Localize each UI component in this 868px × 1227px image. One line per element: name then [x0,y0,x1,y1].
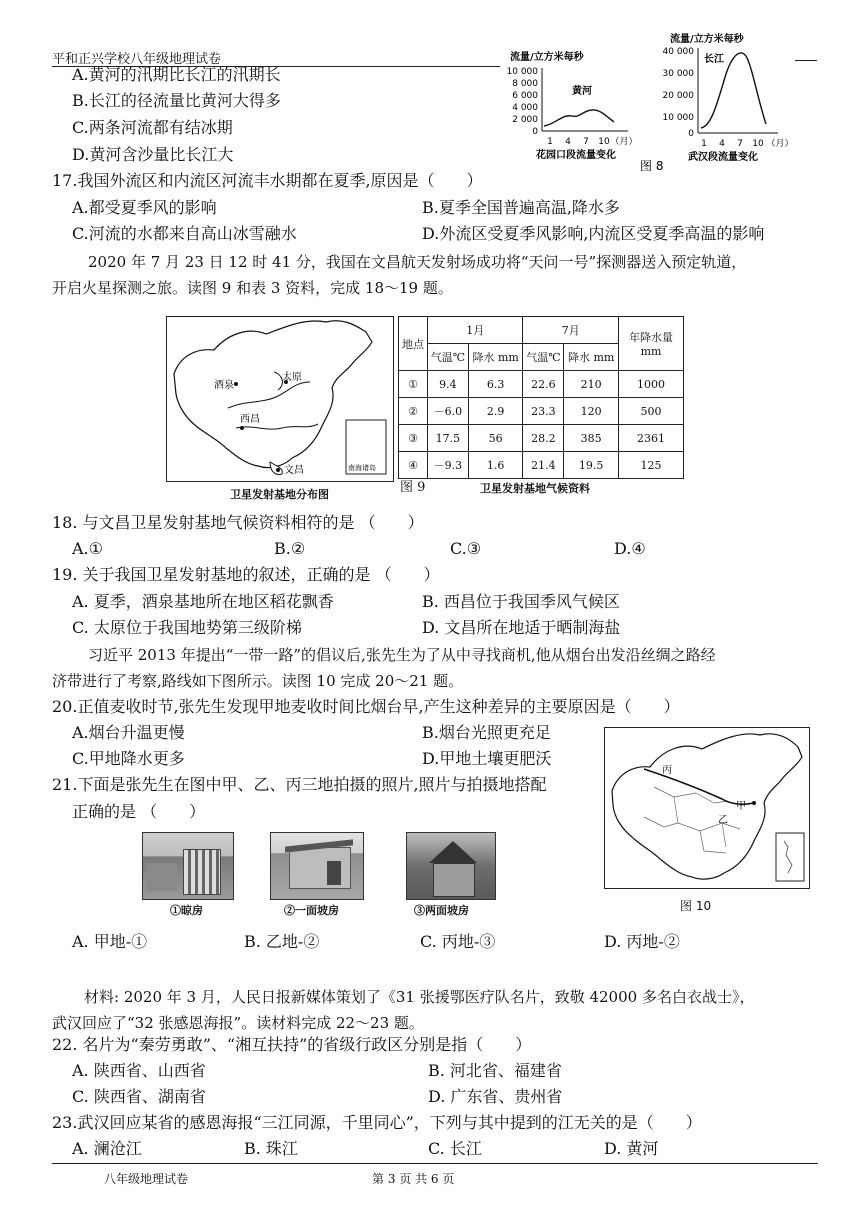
q23-option-d: D. 黄河 [604,1139,659,1158]
q20-option-d: D.甲地土壤更肥沃 [422,749,552,768]
fig8-right-ytick: 30 000 [662,69,694,79]
fig9-place-taiyuan: 太原 [282,372,302,383]
fig8-left-xtick: 4 [565,137,571,147]
q23-stem: 23.武汉回应某省的感恩海报“三江同源，千里同心”，下列与其中提到的江无关的是（ ） [52,1113,702,1132]
photo-one-slope-house [270,832,364,900]
table-row [399,371,684,398]
table-cell: 385 [564,425,619,452]
material-line1: 材料: 2020 年 3 月，人民日报新媒体策划了《31 张援鄂医疗队名片，致敬 42000 多名白衣战士》， [84,988,755,1006]
q16-option-d: D.黄河含沙量比长江大 [72,145,234,164]
fig8-right-xtick: 10 [752,139,764,149]
q19-option-a: A. 夏季，酒泉基地所在地区稻花飘香 [72,592,334,611]
q20-stem: 20.正值麦收时节,张先生发现甲地麦收时间比烟台早,产生这种差异的主要原因是（ ） [52,697,680,716]
fig10-inset [776,833,804,881]
fig10-place-bing: 丙 [662,765,672,776]
table-header: 7月 [523,317,619,344]
table-header: 1月 [428,317,523,344]
fig8-left-xtick: 1 [547,137,553,147]
fig8-left-ytick: 2 000 [512,115,538,125]
q17-option-d: D.外流区受夏季风影响,内流区受夏季高温的影响 [422,224,765,243]
fig9-inset-label: 南海诸岛 [348,464,376,472]
table-cell: －9.3 [428,452,469,479]
fig9-place-jiuquan: 酒泉 [214,380,234,391]
table-cell: 6.3 [468,371,523,398]
table-subheader: 气温℃ [523,344,564,371]
q17-option-b: B.夏季全国普遍高温,降水多 [422,198,620,217]
fig8-right-xtick: （月） [766,139,794,149]
footer-page: 第 3 页 共 6 页 [372,1172,455,1186]
table-cell: 9.4 [428,371,469,398]
figure-8 [500,30,830,178]
q21-option-a: A. 甲地-① [72,932,148,951]
fig9-climate-table [398,316,684,479]
table-subheader: 降水 mm [468,344,523,371]
photo-caption-3: ③两面坡房 [414,904,469,917]
q18-option-b: B.② [274,539,306,558]
fig10-label: 图 10 [680,899,712,913]
fig8-left-curve [544,110,614,126]
fig9-table-caption: 卫星发射基地气候资料 [480,482,590,495]
table-cell: ② [399,398,428,425]
q18-option-a: A.① [72,539,103,558]
material-line2: 武汉回应了“32 张感恩海报”。读材料完成 22～23 题。 [52,1014,424,1032]
fig8-left-ytick: 4 000 [512,103,538,113]
q18-stem: 18. 与文昌卫星发射基地气候资料相符的是 （ ） [52,513,424,532]
table-cell: ④ [399,452,428,479]
fig8-right-ytick: 20 000 [662,91,694,101]
fig9-map [166,316,394,482]
q19-option-c: C. 太原位于我国地势第三级阶梯 [72,618,302,637]
q22-option-b: B. 河北省、福建省 [428,1061,562,1080]
fig8-right-ytitle: 流量/立方米每秒 [670,34,744,45]
intro1-line2: 开启火星探测之旅。读图 9 和表 3 资料，完成 18～19 题。 [52,279,453,297]
fig8-left-ytick: 0 [532,127,538,137]
table-cell: ③ [399,425,428,452]
q19-stem: 19. 关于我国卫星发射基地的叙述，正确的是 （ ） [52,565,440,584]
table-cell: 28.2 [523,425,564,452]
q23-option-c: C. 长江 [428,1139,482,1158]
fig8-right-ytick: 0 [688,129,694,139]
table-cell: 125 [619,452,684,479]
table-cell: 21.4 [523,452,564,479]
q17-option-a: A.都受夏季风的影响 [72,198,217,217]
fig8-right-xtick: 1 [701,139,707,149]
table-cell: 23.3 [523,398,564,425]
table-cell: 19.5 [564,452,619,479]
fig8-left-ytick: 6 000 [512,91,538,101]
q22-option-d: D. 广东省、贵州省 [428,1087,563,1106]
fig10-map [604,727,810,889]
table-row [399,398,684,425]
intro1-line1: 2020 年 7 月 23 日 12 时 41 分，我国在文昌航天发射场成功将“天问一号”探测器送入预定轨道， [88,253,747,271]
fig9-place-wenchang: 文昌 [284,465,304,476]
fig8-right-xtick: 7 [737,139,743,149]
fig8-left-caption: 花园口段流量变化 [536,150,616,161]
table-cell: 500 [619,398,684,425]
photo-caption-2: ②一面坡房 [284,904,339,917]
table-cell: 210 [564,371,619,398]
table-cell: 22.6 [523,371,564,398]
table-cell: 2361 [619,425,684,452]
table-cell: 1000 [619,371,684,398]
table-cell: 120 [564,398,619,425]
fig9-place-xichang: 西昌 [240,414,260,425]
q23-option-a: A. 澜沧江 [72,1139,142,1158]
footer-rule [52,1163,818,1164]
footer-left: 八年级地理试卷 [104,1172,189,1186]
intro2-line2: 济带进行了考察,路线如下图所示。读图 10 完成 20～21 题。 [52,672,464,690]
q20-option-b: B.烟台光照更充足 [422,723,551,742]
fig8-left-ytick: 10 000 [506,67,538,77]
q16-option-c: C.两条河流都有结冰期 [72,118,233,137]
table-cell: ① [399,371,428,398]
table-row [399,425,684,452]
photo-two-slope-house [406,832,496,900]
fig10-place-jia: 甲 [736,801,746,812]
table-subheader: 降水 mm [564,344,619,371]
q16-option-b: B.长江的径流量比黄河大得多 [72,91,281,110]
table-cell: 2.9 [468,398,523,425]
fig8-right-ytick: 10 000 [662,113,694,123]
fig8-left-xtick: 10 [598,137,610,147]
fig8-label: 图 8 [640,159,664,173]
fig8-right-xtick: 4 [719,139,725,149]
q18-option-c: C.③ [450,539,482,558]
q22-stem: 22. 名片为“秦劳勇敢”、“湘互扶持”的省级行政区分别是指（ ） [52,1035,532,1054]
table-cell: 56 [468,425,523,452]
q22-option-a: A. 陕西省、山西省 [72,1061,206,1080]
q19-option-b: B. 西昌位于我国季风气候区 [422,592,620,611]
fig8-left-river: 黄河 [572,86,592,97]
q16-option-a: A.黄河的汛期比长江的汛期长 [72,65,281,84]
photo-caption-1: ①晾房 [170,904,203,917]
q21-line1: 21.下面是张先生在图中甲、乙、丙三地拍摄的照片,照片与拍摄地搭配 [52,775,547,794]
q18-option-d: D.④ [614,539,646,558]
q20-option-c: C.甲地降水更多 [72,749,185,768]
table-header: 地点 [399,317,428,371]
q17-option-c: C.河流的水都来自高山冰雪融水 [72,224,297,243]
fig8-left-xtick: （月） [610,137,638,147]
q20-option-a: A.烟台升温更慢 [72,723,185,742]
q19-option-d: D. 文昌所在地适于晒制海盐 [422,618,621,637]
fig8-right-river: 长江 [704,54,724,65]
q21-option-b: B. 乙地-② [244,932,320,951]
table-cell: 17.5 [428,425,469,452]
q22-option-c: C. 陕西省、湖南省 [72,1087,206,1106]
fig8-left-ytitle: 流量/立方米每秒 [510,52,584,63]
q17-stem: 17.我国外流区和内流区河流丰水期都在夏季,原因是（ ） [52,171,483,190]
table-cell: 1.6 [468,452,523,479]
q21-line2: 正确的是 （ ） [72,802,206,821]
intro2-line1: 习近平 2013 年提出“一带一路”的倡议后,张先生为了从中寻找商机,他从烟台出发沿丝绸之路经 [88,646,716,664]
table-cell: －6.0 [428,398,469,425]
header-school: 平和正兴学校八年级地理试卷 [52,52,222,67]
table-row [399,452,684,479]
q23-option-b: B. 珠江 [244,1139,298,1158]
table-header: 年降水量mm [619,317,684,371]
fig8-right-ytick: 40 000 [662,47,694,57]
fig8-left-ytick: 8 000 [512,79,538,89]
fig8-left-xtick: 7 [583,137,589,147]
fig10-place-yi: 乙 [718,815,728,826]
table-subheader: 气温℃ [428,344,469,371]
fig9-map-caption: 卫星发射基地分布图 [230,488,329,501]
photo-drying-house [142,832,234,900]
q21-option-c: C. 丙地-③ [420,932,496,951]
fig9-label: 图 9 [400,480,426,495]
q21-option-d: D. 丙地-② [604,932,680,951]
fig8-right-caption: 武汉段流量变化 [688,152,758,163]
